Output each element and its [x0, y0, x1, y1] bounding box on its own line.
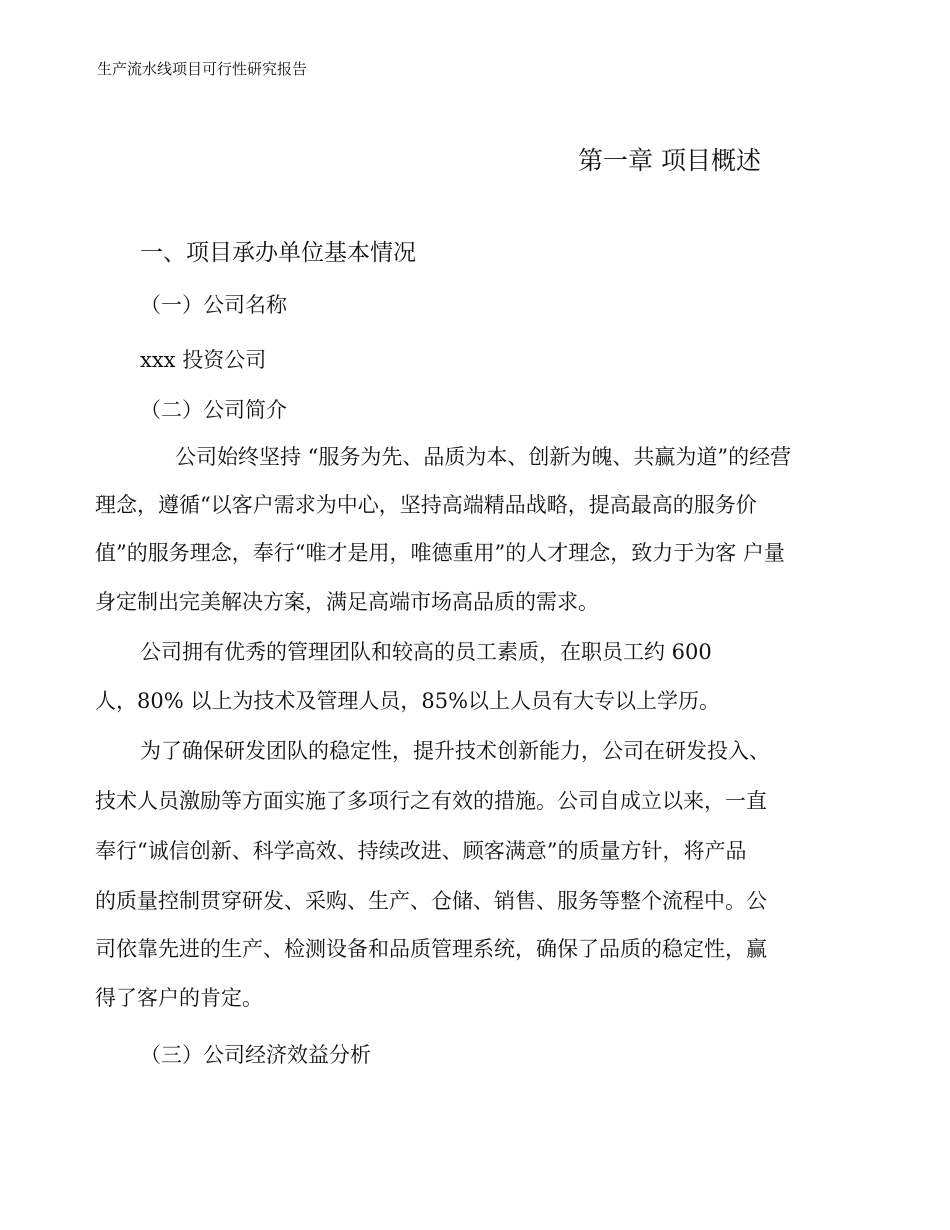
paragraph-line: 值”的服务理念，奉行“唯才是用，唯德重用”的人才理念，致力于为客 户量 [95, 541, 785, 565]
paragraph-line: 的质量控制贯穿研发、采购、生产、仓储、销售、服务等整个流程中。公 [95, 889, 767, 913]
paragraph-line: 为了确保研发团队的稳定性，提升技术创新能力，公司在研发投入、 [140, 739, 770, 763]
running-header: 生产流水线项目可行性研究报告 [97, 60, 308, 78]
paragraph-line: 公司始终坚持 “服务为先、品质为本、创新为魄、共赢为道”的经营 [175, 445, 792, 469]
paragraph-line: 奉行“诚信创新、科学高效、持续改进、顾客满意”的质量方针，将产品 [95, 839, 747, 863]
subsection-title: （三）公司经济效益分析 [140, 1043, 371, 1067]
subsection-title: （二）公司简介 [140, 398, 287, 422]
paragraph-line: 司依靠先进的生产、检测设备和品质管理系统，确保了品质的稳定性，赢 [95, 937, 767, 961]
company-name: xxx 投资公司 [140, 348, 267, 372]
section-title: 一、项目承办单位基本情况 [140, 240, 416, 266]
paragraph-line: 人，80% 以上为技术及管理人员，85%以上人员有大专以上学历。 [95, 689, 721, 713]
paragraph-line: 技术人员激励等方面实施了多项行之有效的措施。公司自成立以来，一直 [95, 789, 767, 813]
subsection-title: （一）公司名称 [140, 293, 287, 317]
paragraph-line: 得了客户的肯定。 [95, 986, 263, 1010]
paragraph-line: 公司拥有优秀的管理团队和较高的员工素质，在职员工约 600 [140, 640, 712, 664]
paragraph-line: 身定制出完美解决方案，满足高端市场高品质的需求。 [95, 590, 599, 614]
paragraph-line: 理念，遵循“以客户需求为中心，坚持高端精品战略，提高最高的服务价 [95, 493, 757, 517]
chapter-title: 第一章 项目概述 [578, 146, 761, 175]
